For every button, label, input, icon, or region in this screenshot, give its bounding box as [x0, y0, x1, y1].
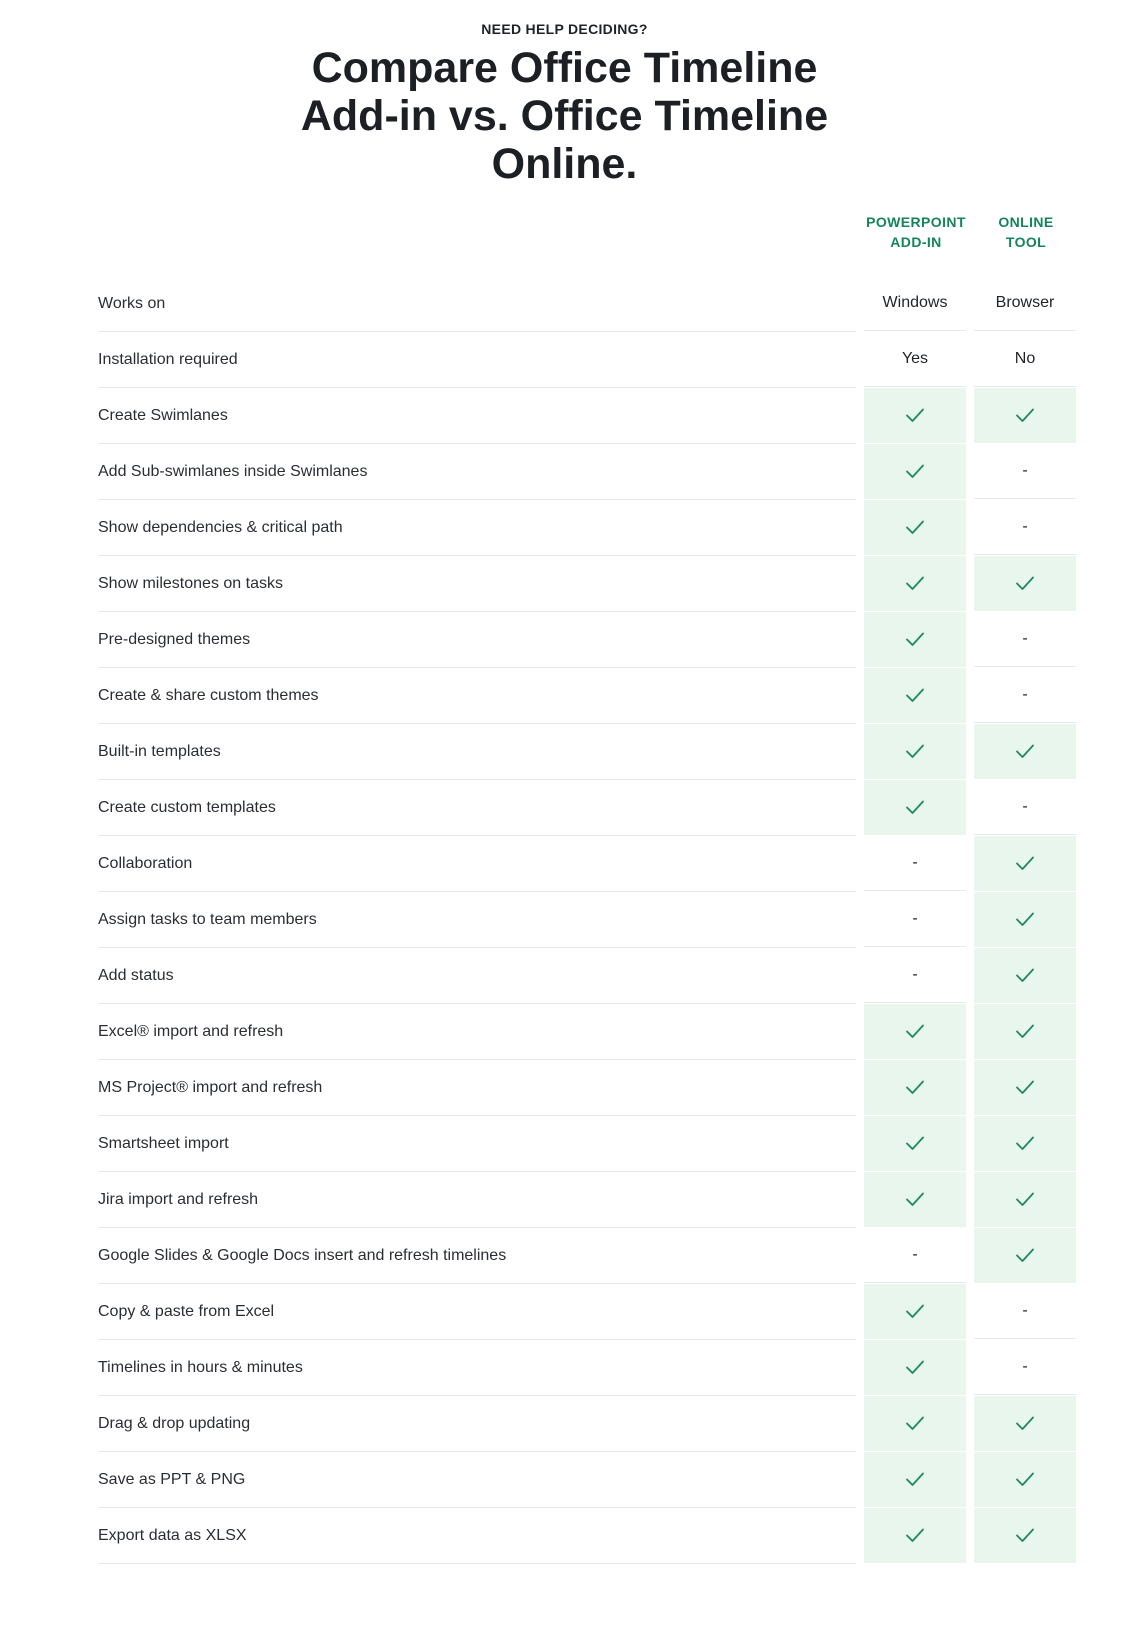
check-icon [1015, 1079, 1035, 1095]
table-row [98, 556, 1078, 612]
addin-cell [864, 500, 966, 555]
addin-cell [864, 780, 966, 835]
page-title: Compare Office Timeline Add-in vs. Office Timeline Online. [300, 44, 829, 188]
feature-label: Installation required [98, 332, 856, 388]
cell-value: Yes [901, 350, 929, 367]
dash-value: - [1022, 798, 1028, 815]
table-row [98, 1284, 1078, 1340]
feature-label: Collaboration [98, 836, 856, 892]
online-cell [974, 724, 1076, 779]
table-row [98, 948, 1078, 1004]
feature-label: Timelines in hours & minutes [98, 1340, 856, 1396]
addin-cell [864, 1284, 966, 1339]
addin-cell [864, 444, 966, 499]
online-cell [974, 500, 1076, 555]
table-row [98, 500, 1078, 556]
feature-label: Built-in templates [98, 724, 856, 780]
addin-cell [864, 1116, 966, 1171]
online-cell [974, 780, 1076, 835]
table-row [98, 332, 1078, 388]
online-cell [974, 1284, 1076, 1339]
online-cell [974, 444, 1076, 499]
dash-value: - [1022, 1358, 1028, 1375]
addin-cell [864, 556, 966, 611]
addin-cell [864, 276, 966, 331]
online-cell [974, 1396, 1076, 1451]
addin-cell [864, 388, 966, 443]
table-row [98, 1228, 1078, 1284]
column-header-addin-line1: POWERPOINT [866, 214, 966, 230]
check-icon [905, 1471, 925, 1487]
table-row [98, 1060, 1078, 1116]
feature-label: Create & share custom themes [98, 668, 856, 724]
column-header-online [974, 212, 1078, 252]
check-icon [1015, 1471, 1035, 1487]
addin-cell [864, 1004, 966, 1059]
online-cell [974, 1004, 1076, 1059]
feature-label: Works on [98, 276, 856, 332]
online-cell [974, 892, 1076, 947]
check-icon [905, 1415, 925, 1431]
table-row [98, 724, 1078, 780]
feature-label: Show milestones on tasks [98, 556, 856, 612]
addin-cell [864, 1396, 966, 1451]
cell-value: Browser [995, 294, 1055, 311]
check-icon [1015, 1191, 1035, 1207]
check-icon [905, 631, 925, 647]
online-cell [974, 556, 1076, 611]
dash-value: - [912, 966, 918, 983]
check-icon [1015, 743, 1035, 759]
feature-label: Excel® import and refresh [98, 1004, 856, 1060]
feature-label: Create custom templates [98, 780, 856, 836]
addin-cell [864, 332, 966, 387]
check-icon [905, 743, 925, 759]
addin-cell [864, 948, 966, 1003]
feature-label: Show dependencies & critical path [98, 500, 856, 556]
feature-label: Google Slides & Google Docs insert and refresh timelines [98, 1228, 856, 1284]
dash-value: - [912, 854, 918, 871]
table-row [98, 1452, 1078, 1508]
check-icon [905, 407, 925, 423]
cell-value: No [1014, 350, 1036, 367]
check-icon [905, 519, 925, 535]
check-icon [905, 1303, 925, 1319]
column-header-online-line1: ONLINE [998, 214, 1054, 230]
online-cell [974, 1452, 1076, 1507]
feature-label: Drag & drop updating [98, 1396, 856, 1452]
comparison-table [98, 212, 1078, 1544]
online-cell [974, 612, 1076, 667]
addin-cell [864, 1060, 966, 1115]
check-icon [1015, 407, 1035, 423]
online-cell [974, 1508, 1076, 1563]
check-icon [905, 1191, 925, 1207]
dash-value: - [1022, 686, 1028, 703]
online-cell [974, 668, 1076, 723]
column-header-online-line2: TOOL [1005, 234, 1047, 250]
table-row [98, 668, 1078, 724]
online-cell [974, 332, 1076, 387]
feature-label: Smartsheet import [98, 1116, 856, 1172]
dash-value: - [1022, 1302, 1028, 1319]
check-icon [1015, 1527, 1035, 1543]
online-cell [974, 276, 1076, 331]
online-cell [974, 1172, 1076, 1227]
check-icon [1015, 1023, 1035, 1039]
table-row [98, 1396, 1078, 1452]
check-icon [905, 1079, 925, 1095]
feature-label: Jira import and refresh [98, 1172, 856, 1228]
addin-cell [864, 1508, 966, 1563]
feature-label: Add Sub-swimlanes inside Swimlanes [98, 444, 856, 500]
check-icon [905, 463, 925, 479]
addin-cell [864, 1172, 966, 1227]
feature-label: Copy & paste from Excel [98, 1284, 856, 1340]
online-cell [974, 1116, 1076, 1171]
check-icon [1015, 967, 1035, 983]
dash-value: - [912, 910, 918, 927]
table-row [98, 1172, 1078, 1228]
online-cell [974, 388, 1076, 443]
check-icon [905, 1527, 925, 1543]
table-row [98, 444, 1078, 500]
eyebrow-label: NEED HELP DECIDING? [481, 21, 648, 37]
online-cell [974, 948, 1076, 1003]
column-header-addin-line2: ADD-IN [890, 234, 942, 250]
check-icon [905, 575, 925, 591]
dash-value: - [912, 1246, 918, 1263]
check-icon [905, 799, 925, 815]
feature-label: Add status [98, 948, 856, 1004]
check-icon [1015, 1415, 1035, 1431]
check-icon [1015, 1247, 1035, 1263]
feature-label: Create Swimlanes [98, 388, 856, 444]
addin-cell [864, 892, 966, 947]
addin-cell [864, 668, 966, 723]
table-header [98, 212, 1078, 264]
check-icon [1015, 575, 1035, 591]
addin-cell [864, 836, 966, 891]
check-icon [905, 1023, 925, 1039]
check-icon [905, 1135, 925, 1151]
feature-label: Pre-designed themes [98, 612, 856, 668]
online-cell [974, 1340, 1076, 1395]
column-header-addin [864, 212, 968, 252]
table-row [98, 836, 1078, 892]
cell-value: Windows [882, 294, 948, 311]
table-row [98, 892, 1078, 948]
table-row [98, 1004, 1078, 1060]
table-row [98, 388, 1078, 444]
feature-label: Export data as XLSX [98, 1508, 856, 1564]
check-icon [1015, 911, 1035, 927]
table-row [98, 780, 1078, 836]
dash-value: - [1022, 462, 1028, 479]
online-cell [974, 1228, 1076, 1283]
addin-cell [864, 1452, 966, 1507]
check-icon [905, 687, 925, 703]
table-row [98, 276, 1078, 332]
dash-value: - [1022, 518, 1028, 535]
online-cell [974, 1060, 1076, 1115]
feature-label: MS Project® import and refresh [98, 1060, 856, 1116]
table-row [98, 1116, 1078, 1172]
check-icon [1015, 1135, 1035, 1151]
check-icon [1015, 855, 1035, 871]
online-cell [974, 836, 1076, 891]
table-row [98, 612, 1078, 668]
dash-value: - [1022, 630, 1028, 647]
addin-cell [864, 724, 966, 779]
addin-cell [864, 1228, 966, 1283]
table-row [98, 1508, 1078, 1564]
table-row [98, 1340, 1078, 1396]
check-icon [905, 1359, 925, 1375]
table-body [98, 276, 1078, 1564]
feature-label: Save as PPT & PNG [98, 1452, 856, 1508]
feature-label: Assign tasks to team members [98, 892, 856, 948]
addin-cell [864, 1340, 966, 1395]
addin-cell [864, 612, 966, 667]
